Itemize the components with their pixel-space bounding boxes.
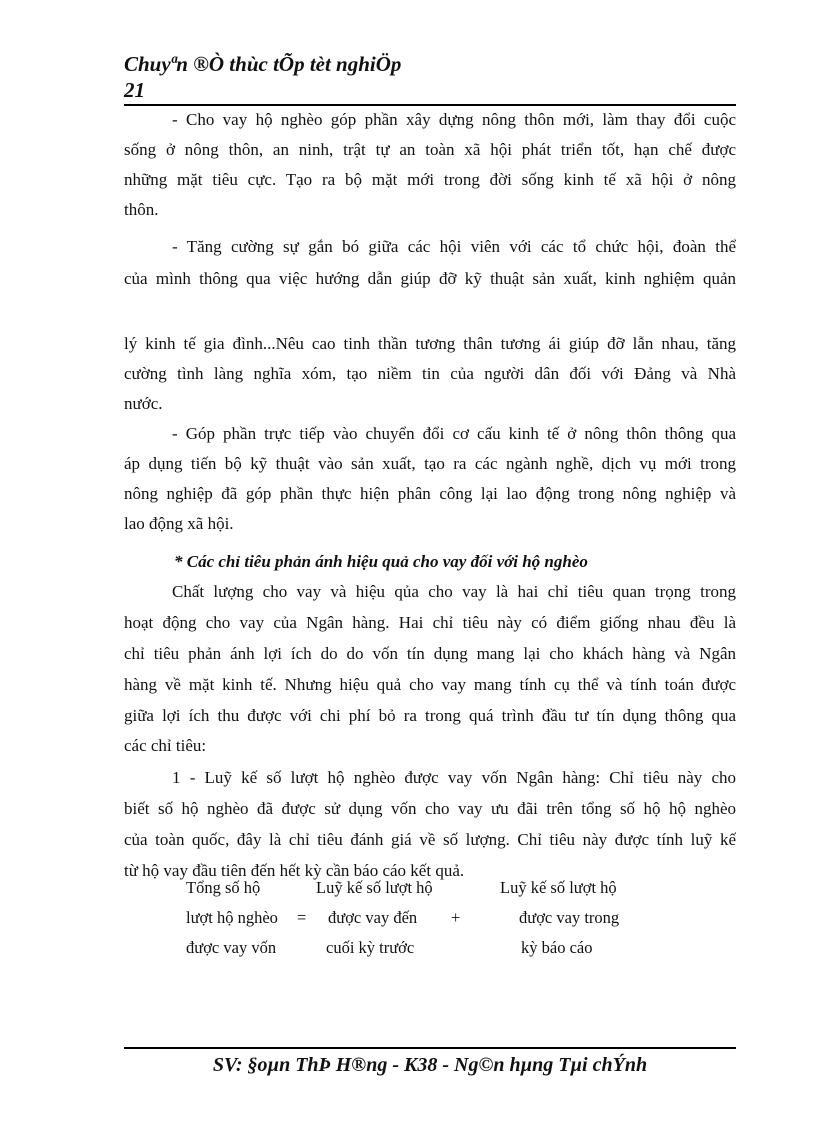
paragraph-line: - Tăng cường sự gắn bó giữa các hội viên với các tổ chức hội, đoàn thể xyxy=(172,237,736,256)
formula-term2-line2: được vay đến xyxy=(328,908,418,927)
formula-term1-line2: lượt hộ nghèo xyxy=(186,908,278,927)
paragraph-line: biết số hộ nghèo đã được sử dụng vốn cho vay ưu đãi trên tổng số hộ hộ nghèo xyxy=(124,799,736,818)
paragraph-line: - Cho vay hộ nghèo góp phần xây dựng nông thôn mới, làm thay đổi cuộc xyxy=(172,110,736,129)
document-header-title: Chuyªn ®Ò thùc tÕp tèt nghiÖp xyxy=(124,52,402,76)
paragraph-line: của toàn quốc, đây là chỉ tiêu đánh giá về số lượng. Chỉ tiêu này được tính luỹ kế xyxy=(124,830,736,849)
paragraph-line: thôn. xyxy=(124,200,159,219)
paragraph-line: những mặt tiêu cực. Tạo ra bộ mặt mới trong đời sống kinh tế xã hội ở nông xyxy=(124,170,736,189)
formula-plus-sign: + xyxy=(451,908,461,927)
paragraph-line: 1 - Luỹ kế số lượt hộ nghèo được vay vốn Ngân hàng: Chỉ tiêu này cho xyxy=(172,768,736,787)
formula-term3-line3: kỳ báo cáo xyxy=(521,938,593,957)
paragraph-line: nước. xyxy=(124,394,163,413)
formula-equals-sign: = xyxy=(297,908,307,927)
paragraph-line: Chất lượng cho vay và hiệu qủa cho vay là hai chỉ tiêu quan trọng trong xyxy=(172,582,736,601)
paragraph-line: lao động xã hội. xyxy=(124,514,234,533)
paragraph-line: cường tình làng nghĩa xóm, tạo niềm tin của người dân đối với Đảng và Nhà xyxy=(124,364,736,383)
paragraph-line: của mình thông qua việc hướng dẫn giúp đỡ kỹ thuật sản xuất, kinh nghiệm quản xyxy=(124,269,736,288)
formula-term1-line1: Tổng số hộ xyxy=(186,878,261,897)
page-number: 21 xyxy=(124,78,145,102)
formula-term2-line1: Luỹ kế số lượt hộ xyxy=(316,878,433,897)
paragraph-line: chỉ tiêu phản ánh lợi ích do do vốn tín dụng mang lại cho khách hàng và Ngân xyxy=(124,644,736,663)
paragraph-line: hàng về mặt kinh tế. Nhưng hiệu quả cho vay mang tính cụ thể và tính toán được xyxy=(124,675,736,694)
section-subheading: * Các chỉ tiêu phản ánh hiệu quả cho vay đối với hộ nghèo xyxy=(174,552,588,571)
paragraph-line: áp dụng tiến bộ kỹ thuật vào sản xuất, tạo ra các ngành nghề, dịch vụ mới trong xyxy=(124,454,736,473)
document-footer: SV: §oµn ThÞ H®ng - K38 - Ng©n hµng Tµi chÝnh xyxy=(212,1054,648,1076)
paragraph-line: nông nghiệp đã góp phần thực hiện phân công lại lao động trong nông nghiệp và xyxy=(124,484,736,503)
footer-divider xyxy=(124,1047,736,1049)
formula-term3-line2: được vay trong xyxy=(519,908,620,927)
formula-term1-line3: được vay vốn xyxy=(186,938,277,957)
paragraph-line: từ hộ vay đầu tiên đến hết kỳ cần báo cáo kết quả. xyxy=(124,861,465,880)
formula-term3-line1: Luỹ kế số lượt hộ xyxy=(500,878,617,897)
paragraph-line: các chỉ tiêu: xyxy=(124,736,207,755)
paragraph-line: hoạt động cho vay của Ngân hàng. Hai chỉ tiêu này có điểm giống nhau đều là xyxy=(124,613,736,632)
paragraph-line: sống ở nông thôn, an ninh, trật tự an toàn xã hội phát triển tốt, hạn chế được xyxy=(124,140,736,159)
formula-term2-line3: cuối kỳ trước xyxy=(326,938,415,957)
paragraph-line: - Góp phần trực tiếp vào chuyển đổi cơ cấu kinh tế ở nông thôn thông qua xyxy=(172,424,736,443)
paragraph-line: lý kinh tế gia đình...Nêu cao tinh thần tương thân tương ái giúp đỡ lẫn nhau, tăng xyxy=(124,334,736,353)
paragraph-line: giữa lợi ích thu được với chi phí bỏ ra trong quá trình đầu tư tín dụng thông qua xyxy=(124,706,736,725)
